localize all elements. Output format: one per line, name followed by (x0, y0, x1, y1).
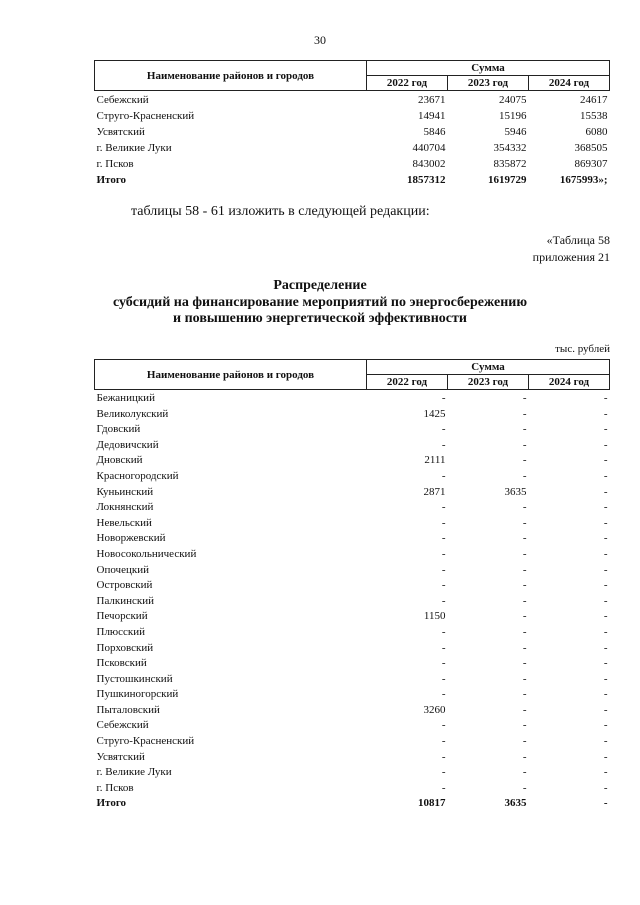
table-row (95, 641, 610, 657)
amount-2023: - (522, 438, 527, 451)
amount-2022: 1150 (423, 610, 446, 623)
units-label: тыс. рублей (555, 343, 610, 355)
amount-2024: 24617 (580, 94, 608, 106)
amount-2023: 5946 (504, 126, 527, 138)
district-name: Пыталовский (96, 703, 160, 716)
amount-2022: 2111 (424, 454, 446, 467)
amount-2024: - (603, 579, 608, 592)
table-row (95, 734, 610, 750)
table-row (95, 422, 610, 438)
amount-2024: - (603, 501, 608, 514)
header-year-2024: 2024 год (529, 375, 610, 390)
amount-2024: - (603, 657, 608, 670)
title-line1: Распределение (273, 278, 367, 293)
table-ref-line1: «Таблица 58 (546, 233, 610, 247)
district-name: Себежский (96, 94, 149, 106)
table-row (95, 500, 610, 516)
amount-2023: - (522, 735, 527, 748)
amount-2022: - (441, 735, 446, 748)
table-row (95, 687, 610, 703)
amount-2024: - (603, 407, 608, 420)
amount-2022: - (441, 750, 446, 763)
amount-2022: - (441, 579, 446, 592)
district-name: Итого (96, 174, 127, 186)
amount-2023: - (522, 454, 527, 467)
amount-2024: - (603, 423, 608, 436)
header-year-2023: 2023 год (448, 375, 529, 390)
amount-2023: - (522, 641, 527, 654)
amount-2024: - (603, 766, 608, 779)
amount-2024: - (603, 797, 608, 810)
amount-2023: 24075 (499, 94, 527, 106)
district-name: г. Псков (96, 158, 134, 170)
table-body (95, 390, 610, 813)
amount-2023: - (522, 579, 527, 592)
amount-2023: - (522, 672, 527, 685)
table-row (95, 453, 610, 469)
amount-2022: - (441, 563, 446, 576)
amount-2022: 10817 (418, 797, 446, 810)
title-line2: субсидий на финансирование мероприятий по энергосбережению (112, 294, 528, 310)
amount-2023: - (522, 532, 527, 545)
amount-2023: - (522, 423, 527, 436)
district-name: Дедовичский (96, 438, 159, 451)
amount-2022: - (441, 688, 446, 701)
amount-2024: - (603, 750, 608, 763)
amount-2023: - (522, 657, 527, 670)
table-body (95, 91, 610, 189)
amount-2022: - (441, 438, 446, 451)
district-name: Палкинский (96, 594, 155, 607)
amount-2023: - (522, 594, 527, 607)
table-row (95, 594, 610, 610)
amount-2022: - (441, 781, 446, 794)
district-name: Бежаницкий (96, 392, 155, 404)
district-name: Гдовский (96, 423, 141, 436)
header-year-2022: 2022 год (367, 76, 448, 91)
amount-2024: - (603, 735, 608, 748)
amount-2022: 14941 (418, 110, 446, 122)
table-row (95, 469, 610, 485)
amount-2024: - (603, 610, 608, 623)
amount-2022: 2871 (423, 485, 446, 498)
amount-2023: - (522, 392, 527, 404)
amount-2023: - (522, 563, 527, 576)
amount-2022: - (441, 672, 446, 685)
amount-2024: - (603, 547, 608, 560)
district-name: Островский (96, 579, 153, 592)
amount-2022: - (441, 392, 446, 404)
amount-2024: - (603, 625, 608, 638)
amount-2023: - (522, 407, 527, 420)
instruction-text: таблицы 58 - 61 изложить в следующей редакции: (131, 204, 430, 219)
amount-2023: 3635 (504, 485, 527, 498)
amount-2024: 1675993»; (559, 174, 608, 186)
amount-2023: 354332 (493, 142, 527, 154)
page-number: 30 (314, 33, 326, 47)
amount-2023: - (522, 469, 527, 482)
amount-2023: 1619729 (488, 174, 527, 186)
district-name: Струго-Красненский (96, 110, 195, 122)
amount-2024: 15538 (580, 110, 608, 122)
district-name: Красногородский (96, 469, 179, 482)
district-name: Новосокольнический (96, 547, 197, 560)
header-sum: Сумма (367, 360, 610, 375)
table-row (95, 156, 610, 172)
amount-2023: 15196 (499, 110, 527, 122)
amount-2024: - (603, 594, 608, 607)
table-row (95, 578, 610, 594)
amount-2022: - (441, 516, 446, 529)
amount-2022: - (441, 532, 446, 545)
table-total-row (95, 796, 610, 812)
amount-2024: - (603, 719, 608, 732)
district-name: Пушкиногорский (96, 688, 179, 701)
district-name: Локнянский (96, 501, 154, 514)
district-name: г. Псков (96, 781, 134, 794)
amount-2022: 23671 (418, 94, 446, 106)
amount-2023: 835872 (493, 158, 527, 170)
amount-2024: - (603, 688, 608, 701)
table-row (95, 625, 610, 641)
table-row (95, 140, 610, 156)
table-row (95, 438, 610, 454)
amount-2022: 3260 (423, 703, 446, 716)
district-name: Себежский (96, 719, 149, 732)
subsidy-table-continuation (94, 60, 610, 188)
district-name: Порховский (96, 641, 154, 654)
table-row (95, 563, 610, 579)
district-name: Усвятский (96, 126, 145, 138)
amount-2023: - (522, 719, 527, 732)
district-name: Плюсский (96, 625, 146, 638)
amount-2024: - (603, 703, 608, 716)
table-row (95, 609, 610, 625)
amount-2022: - (441, 625, 446, 638)
table-row (95, 703, 610, 719)
table-row (95, 390, 610, 407)
amount-2023: - (522, 781, 527, 794)
amount-2022: 5846 (423, 126, 446, 138)
district-name: г. Великие Луки (96, 142, 172, 154)
district-name: Опочецкий (96, 563, 149, 576)
amount-2022: 843002 (412, 158, 446, 170)
table-row (95, 672, 610, 688)
amount-2023: 3635 (504, 797, 527, 810)
table-row (95, 531, 610, 547)
district-name: Куньинский (96, 485, 154, 498)
amount-2022: - (441, 594, 446, 607)
amount-2023: - (522, 750, 527, 763)
energy-subsidy-table (94, 359, 610, 812)
district-name: Великолукский (96, 407, 169, 420)
amount-2024: - (603, 641, 608, 654)
table-row (95, 656, 610, 672)
amount-2024: - (603, 532, 608, 545)
amount-2023: - (522, 547, 527, 560)
amount-2024: - (603, 485, 608, 498)
amount-2023: - (522, 625, 527, 638)
amount-2022: - (441, 501, 446, 514)
table-row (95, 547, 610, 563)
header-name: Наименование районов и городов (95, 360, 367, 390)
table-row (95, 407, 610, 423)
amount-2023: - (522, 766, 527, 779)
title-line3: и повышению энергетической эффективности (173, 311, 467, 326)
table-row (95, 781, 610, 797)
amount-2024: - (603, 454, 608, 467)
amount-2022: - (441, 657, 446, 670)
district-name: Итого (96, 797, 127, 810)
amount-2022: - (441, 547, 446, 560)
table-row (95, 516, 610, 532)
amount-2022: - (441, 766, 446, 779)
amount-2024: - (603, 781, 608, 794)
district-name: Печорский (96, 610, 148, 623)
header-year-2024: 2024 год (529, 76, 610, 91)
header-name: Наименование районов и городов (95, 61, 367, 91)
header-year-2023: 2023 год (448, 76, 529, 91)
district-name: Усвятский (96, 750, 145, 763)
amount-2024: 869307 (574, 158, 608, 170)
table-row (95, 485, 610, 501)
district-name: Струго-Красненский (96, 735, 195, 748)
amount-2023: - (522, 516, 527, 529)
table-row (95, 124, 610, 140)
table-reference (533, 232, 610, 266)
amount-2023: - (522, 501, 527, 514)
table-ref-line2: приложения 21 (532, 250, 610, 264)
amount-2023: - (522, 610, 527, 623)
amount-2024: - (603, 672, 608, 685)
amount-2024: - (603, 516, 608, 529)
amount-2024: - (603, 392, 608, 404)
amount-2024: - (603, 438, 608, 451)
header-year-2022: 2022 год (367, 375, 448, 390)
table-title (0, 278, 640, 328)
district-name: г. Великие Луки (96, 766, 172, 779)
district-name: Псковский (96, 657, 147, 670)
amount-2024: 368505 (574, 142, 608, 154)
amount-2023: - (522, 688, 527, 701)
district-name: Пустошкинский (96, 672, 173, 685)
amount-2023: - (522, 703, 527, 716)
amount-2024: 6080 (585, 126, 608, 138)
table-total-row (95, 172, 610, 188)
table-row (95, 718, 610, 734)
district-name: Новоржевский (96, 532, 166, 545)
amount-2024: - (603, 563, 608, 576)
district-name: Невельский (96, 516, 152, 529)
amount-2022: 440704 (412, 142, 446, 154)
table-row (95, 750, 610, 766)
amount-2022: - (441, 719, 446, 732)
amount-2022: - (441, 641, 446, 654)
table-row (95, 108, 610, 124)
amount-2022: - (441, 423, 446, 436)
amount-2022: 1857312 (407, 174, 446, 186)
table-row (95, 765, 610, 781)
amount-2024: - (603, 469, 608, 482)
amount-2022: 1425 (423, 407, 446, 420)
amount-2022: - (441, 469, 446, 482)
district-name: Дновский (96, 454, 143, 467)
table-row (95, 91, 610, 109)
header-sum: Сумма (367, 61, 610, 76)
